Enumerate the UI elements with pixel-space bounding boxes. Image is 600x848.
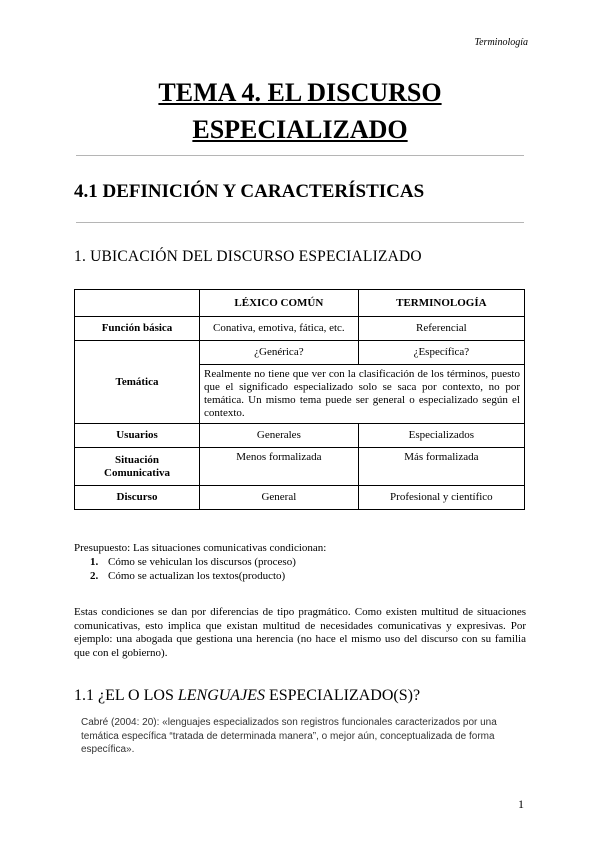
table-header-row — [75, 290, 525, 317]
row-label-funcion: Función básica — [75, 317, 200, 341]
title-line-1: TEMA 4. EL DISCURSO — [158, 78, 442, 107]
cell-tematica-comun: ¿Genérica? — [200, 341, 359, 365]
heading-text-emphasis: LENGUAJES — [177, 687, 265, 704]
list-item — [74, 556, 296, 570]
col-header-terminologia: TERMINOLOGÍA — [358, 290, 524, 317]
presupuesto-intro: Presupuesto: Las situaciones comunicativas condicionan: — [74, 542, 327, 554]
quote-block: Cabré (2004: 20): «lenguajes especializados son registros funcionales caracterizados por una temática específica “tratada de determinada manera”, o mejor aún, conceptualizada de forma específica». — [81, 717, 497, 755]
table-corner-cell — [75, 290, 200, 317]
cell-funcion-comun: Conativa, emotiva, fática, etc. — [200, 317, 359, 341]
page-title — [72, 74, 528, 148]
row-label-situacion-line1: Situación — [114, 453, 159, 466]
cell-discurso-term: Profesional y científico — [358, 486, 524, 510]
table-row — [75, 317, 525, 341]
col-header-lexico-comun: LÉXICO COMÚN — [200, 290, 359, 317]
running-header: Terminología — [474, 37, 528, 48]
row-label-usuarios: Usuarios — [75, 424, 200, 448]
cell-discurso-comun: General — [200, 486, 359, 510]
table-row — [75, 486, 525, 510]
list-item-number: 2. — [90, 569, 99, 582]
list-item-text: Cómo se vehiculan los discursos (proceso) — [108, 556, 296, 568]
list-item-number: 1. — [90, 556, 99, 568]
section-heading: 4.1 DEFINICIÓN Y CARACTERÍSTICAS — [74, 181, 425, 202]
table-row — [75, 424, 525, 448]
table-row — [75, 341, 525, 365]
body-paragraph: Estas condiciones se dan por diferencias de tipo pragmático. Como existen multitud de situaciones comunicativas, esto implica que existan multitud de necesidades comunicativas y expresivas. Por ejemplo: una abogada que gestiona una herencia (no hace el mismo uso del discurso con su familia que con el gobierno). — [74, 606, 526, 659]
row-label-tematica: Temática — [75, 341, 200, 424]
cell-usuarios-term: Especializados — [358, 424, 524, 448]
row-label-discurso: Discurso — [75, 486, 200, 510]
cell-funcion-term: Referencial — [358, 317, 524, 341]
cell-tematica-note: Realmente no tiene que ver con la clasificación de los términos, puesto que el significado especializado solo se saca por contexto, no por temática. Un mismo tema puede ser general o especializado según el contexto. — [200, 365, 525, 424]
page-number: 1 — [518, 797, 524, 811]
comparison-table — [74, 289, 525, 510]
title-line-2: ESPECIALIZADO — [192, 115, 408, 144]
divider — [76, 155, 524, 156]
subsection-heading: 1. UBICACIÓN DEL DISCURSO ESPECIALIZADO — [74, 248, 422, 265]
presupuesto-list — [74, 556, 296, 583]
cell-tematica-term: ¿Específica? — [358, 341, 524, 365]
cell-usuarios-comun: Generales — [200, 424, 359, 448]
heading-text-pre: 1.1 ¿EL O LOS — [74, 687, 178, 704]
list-item-text: Cómo se actualizan los textos(producto) — [108, 569, 286, 582]
heading-text-post: ESPECIALIZADO(S)? — [264, 687, 421, 704]
row-label-situacion-line2: Comunicativa — [104, 466, 170, 479]
divider — [76, 222, 524, 223]
cell-situacion-comun: Menos formalizada — [200, 448, 359, 486]
subsection-heading-2 — [74, 687, 420, 705]
row-label-situacion — [75, 448, 200, 486]
table-row — [75, 448, 525, 486]
cell-situacion-term: Más formalizada — [358, 448, 524, 486]
list-item — [74, 570, 296, 584]
